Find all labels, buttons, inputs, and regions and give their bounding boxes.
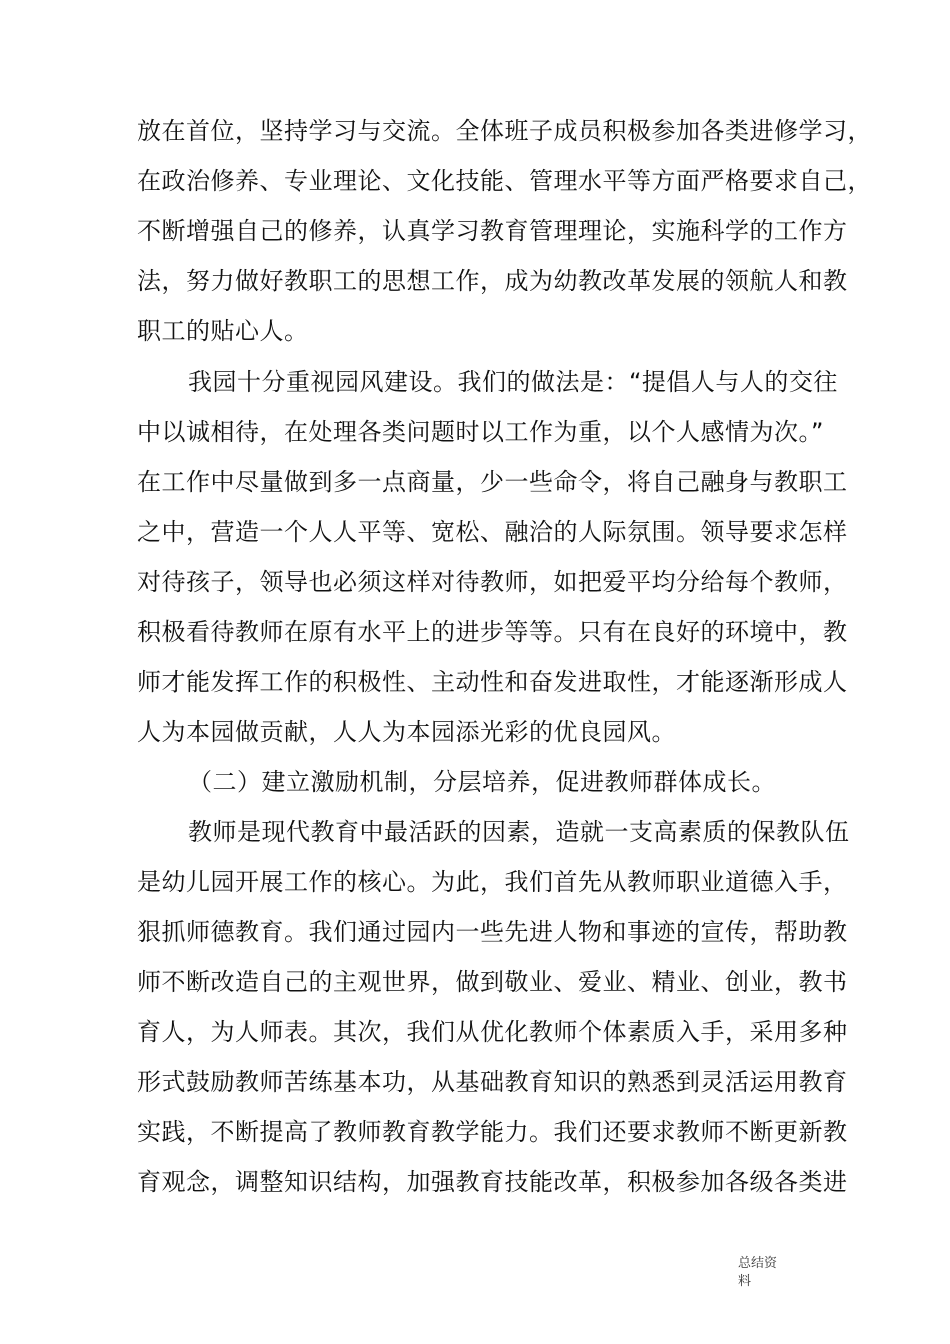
text-line: 形式鼓励教师苦练基本功，从基础教育知识的熟悉到灵活运用教育 <box>137 1068 848 1096</box>
text-line: 在工作中尽量做到多一点商量，少一些命令，将自己融身与教职工 <box>137 468 848 496</box>
text-line: 不断增强自己的修养，认真学习教育管理理论，实施科学的工作方 <box>137 217 848 245</box>
text-line: 是幼儿园开展工作的核心。为此，我们首先从教师职业道德入手， <box>137 868 848 896</box>
text-line: 积极看待教师在原有水平上的进步等等。只有在良好的环境中，教 <box>137 618 848 646</box>
text-line: 育人，为人师表。其次，我们从优化教师个体素质入手，采用多种 <box>137 1018 848 1046</box>
text-line: 中以诚相待，在处理各类问题时以工作为重，以个人感情为次。” <box>137 418 824 446</box>
text-line: 育观念，调整知识结构，加强教育技能改革，积极参加各级各类进 <box>137 1168 848 1196</box>
text-line: 实践，不断提高了教师教育教学能力。我们还要求教师不断更新教 <box>137 1118 848 1146</box>
text-line: 人为本园做贡献，人人为本园添光彩的优良园风。 <box>137 718 676 746</box>
text-line: 对待孩子，领导也必须这样对待教师，如把爱平均分给每个教师， <box>137 568 848 596</box>
text-line: 职工的贴心人。 <box>137 317 309 345</box>
text-line: 我园十分重视园风建设。我们的做法是：“提倡人与人的交往 <box>188 368 838 396</box>
text-line: 在政治修养、专业理论、文化技能、管理水平等方面严格要求自己， <box>137 167 872 195</box>
footer-label: 料 <box>738 1274 752 1289</box>
text-line: 教师是现代教育中最活跃的因素，造就一支高素质的保教队伍 <box>188 818 850 846</box>
text-line: 狠抓师德教育。我们通过园内一些先进人物和事迹的宣传，帮助教 <box>137 918 848 946</box>
footer-label: 总结资 <box>738 1256 778 1271</box>
text-line: 放在首位，坚持学习与交流。全体班子成员积极参加各类进修学习， <box>137 117 872 145</box>
text-line: 师才能发挥工作的积极性、主动性和奋发进取性，才能逐渐形成人 <box>137 668 848 696</box>
text-line: 法，努力做好教职工的思想工作，成为幼教改革发展的领航人和教 <box>137 267 848 295</box>
text-line: 之中，营造一个人人平等、宽松、融洽的人际氛围。领导要求怎样 <box>137 518 848 546</box>
section-heading: （二）建立激励机制，分层培养，促进教师群体成长。 <box>188 768 776 796</box>
text-line: 师不断改造自己的主观世界，做到敬业、爱业、精业、创业，教书 <box>137 968 848 996</box>
